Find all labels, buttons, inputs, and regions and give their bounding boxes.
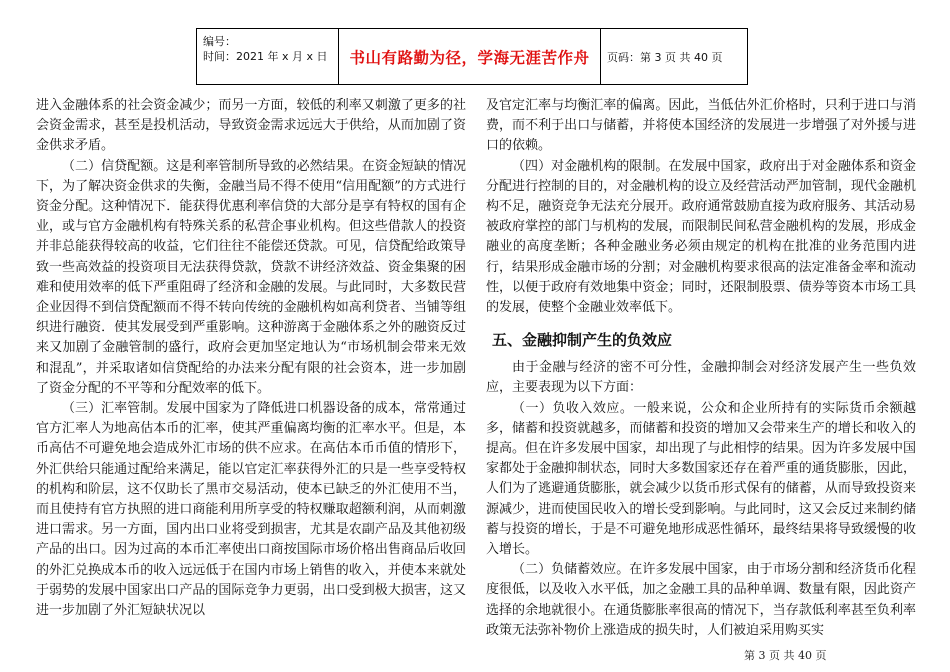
left-paragraph-credit-rationing: （二）信贷配额。这是利率管制所导致的必然结果。在资金短缺的情况下，为了解决资金供求的失衡，金融当局不得不使用“信用配额”的方式进行资金分配。这种情况下．能获得优惠利率信贷的大部分是享有特权的国有企业，或与官方金融机构有特殊关系的私营企事业机构。但这些借款人的投资并非总能获得较高的收益，它们往往不能偿还贷款。可见，信贷配给政策导致一些高效益的投资项目无法获得贷款，贷款不讲经济效益、资金集聚的困难和使用效率的低下严重阻碍了经济和金融的发展。与此同时，大多数民营企业因得不到信贷配额而不得不转向传统的金融机构如高利贷者、当铺等组织进行融资．使其发展受到严重影响。这种游离于金融体系之外的融资反过来又加剧了金融管制的盛行，政府会更加坚定地认为“市场机制会带来无效和混乱”，并采取诸如信贷配给的办法来分配有限的社会资本，进一步加剧了资金分配的不平等和分配效率的低下。 <box>36 158 466 396</box>
right-paragraph-institution-limits: （四）对金融机构的限制。在发展中国家，政府出于对金融体系和资金分配进行控制的目的，对金融机构的设立及经营活动严加管制，现代金融机构不足，融资竞争无法充分展开。政府通常鼓励直接为政府服务、其活动易被政府掌控的部门与机构的发展，而限制民间私营金融机构的发展，形成金融业的高度垄断；各种金融业务必须由规定的机构在批准的业务范围内进行，结果形成金融市场的分割；对金融机构要求很高的法定准备金率和流动性，以便于政府有效地集中资金；同时，还限制股票、债券等资本市场工具的发展，使整个金融业效率低下。 <box>486 158 916 316</box>
header-page-info: 页码：第 3 页 共 40 页 <box>607 50 723 64</box>
time-label: 时间：2021 年 x 月 x 日 <box>203 50 328 63</box>
right-paragraph-intro: 由于金融与经济的密不可分性，金融抑制会对经济发展产生一些负效应，主要表现为以下方面： <box>486 360 916 396</box>
left-paragraph-exchange-control: （三）汇率管制。发展中国家为了降低进口机器设备的成本，常常通过官方汇率人为地高估本币的汇率，使其严重偏离均衡的汇率水平。但是，本币高估不可避免地会造成外汇市场的供不应求。在高估本币币值的情形下，外汇供给只能通过配给来满足，能以官定汇率获得外汇的只是一些享受特权的机构和阶层，这不仅助长了黑市交易活动，使本已缺乏的外汇使用不当，而且使持有官方执照的进口商能利用所享受的特权赚取超额利润，从而刺激进口需求。另一方面，国内出口业将受到损害，尤其是农副产品及其他初级产品的出口。因为过高的本币汇率使出口商按国际市场价格出售商品后收回的外汇兑换成本币的收入远远低于在国内市场上销售的收入，并使本来就处于弱势的发展中国家出口产品的国际竞争力更弱，出口受到极大损害，这又进一步加剧了外汇短缺状况以 <box>36 401 466 619</box>
right-paragraph-saving-effect: （二）负储蓄效应。在许多发展中国家，由于市场分割和经济货币化程度很低，以及收入水平低，加之金融工具的品种单调、数量有限，因此资产选择的余地就很小。在通货膨胀率很高的情况下，当存款低利率甚至负利率政策无法弥补物价上涨造成的损失时，人们被迫采用购买实 <box>486 562 916 638</box>
number-label: 编号： <box>203 35 236 48</box>
header-motto: 书山有路勤为径，学海无涯苦作舟 <box>339 29 601 84</box>
header-meta <box>197 29 339 84</box>
left-column <box>36 96 466 621</box>
section-heading: 五、金融抑制产生的负效应 <box>492 331 673 350</box>
right-paragraph-income-effect: （一）负收入效应。一般来说，公众和企业所持有的实际货币余额越多，储蓄和投资就越多，而储蓄和投资的增加又会带来生产的增长和收入的提高。但在许多发展中国家，却出现了与此相悖的结果。因为许多发展中国家都处于金融抑制状态，同时大多数国家还存在着严重的通货膨胀，因此，人们为了逃避通货膨胀，就会减少以货币形式保有的储蓄，从而导致投资来源减少，进而使国民收入的增长受到影响。与此同时，这又会反过来制约储蓄与投资的增长，于是不可避免地形成恶性循环，最终结果将导致缓慢的收入增长。 <box>486 400 916 558</box>
right-paragraph-1: 及官定汇率与均衡汇率的偏离。因此，当低估外汇价格时，只利于进口与消费，而不利于出口与储蓄，并将使本国经济的发展进一步增强了对外援与进口的依赖。 <box>486 98 916 154</box>
right-column <box>486 96 916 641</box>
page-header-box <box>196 28 748 85</box>
page-footer: 第 3 页 共 40 页 <box>744 649 827 662</box>
left-paragraph-1: 进入金融体系的社会资金减少；而另一方面，较低的利率又刺激了更多的社会资金需求，甚至是投机活动，导致资金需求远远大于供给，从而加剧了资金供求矛盾。 <box>36 98 466 154</box>
